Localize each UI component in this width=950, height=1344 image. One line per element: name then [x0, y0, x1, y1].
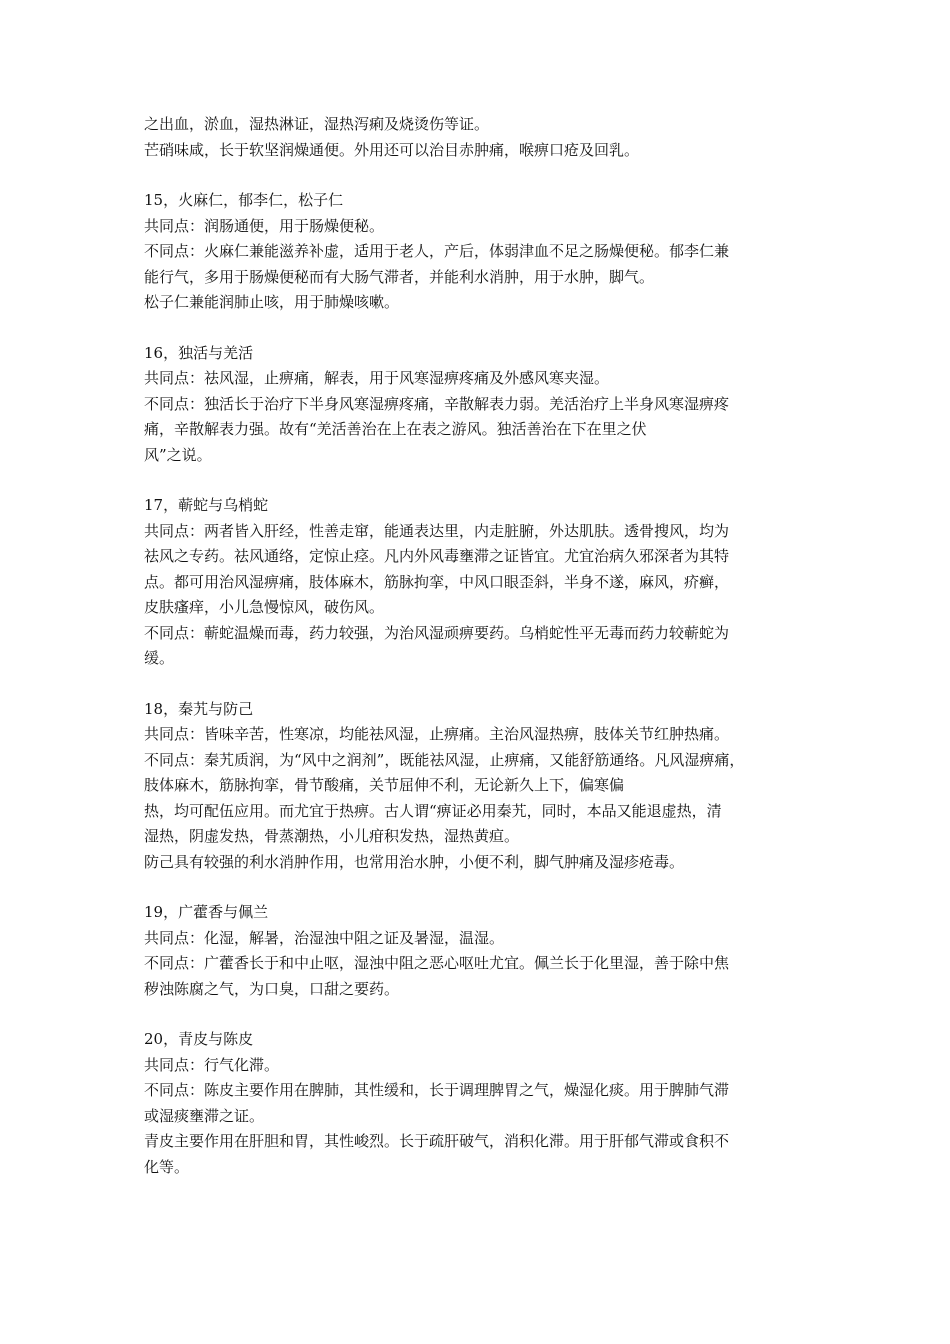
section-title: 20，青皮与陈皮	[144, 1030, 254, 1048]
text-line: 共同点：两者皆入肝经，性善走窜，能通表达里，内走脏腑，外达肌肤。透骨搜风，均为	[144, 521, 730, 540]
text-line: 不同点：陈皮主要作用在脾肺，其性缓和，长于调理脾胃之气，燥湿化痰。用于脾肺气滞	[144, 1081, 730, 1099]
section-title: 18，秦艽与防己	[144, 699, 254, 718]
text-line: 秽浊陈腐之气，为口臭，口甜之要药。	[144, 979, 400, 998]
text-line: 防己具有较强的利水消肿作用，也常用治水肿，小便不利，脚气肿痛及湿疹疮毒。	[144, 852, 685, 871]
text-line: 松子仁兼能润肺止咳，用于肺燥咳嗽。	[144, 293, 400, 311]
section-19	[144, 900, 816, 1002]
text-line: 共同点：化湿，解暑，治湿浊中阻之证及暑湿，温湿。	[144, 928, 505, 947]
section-20	[144, 1027, 816, 1180]
text-line: 不同点：秦艽质润，为“风中之润剂”，既能祛风湿，止痹痛，又能舒筋通络。凡风湿痹痛，	[144, 750, 745, 769]
text-line: 不同点：蕲蛇温燥而毒，药力较强，为治风湿顽痹要药。乌梢蛇性平无毒而药力较蕲蛇为	[144, 623, 730, 642]
text-line: 缓。	[144, 649, 175, 667]
text-line: 共同点：润肠通便，用于肠燥便秘。	[144, 216, 385, 235]
text-line: 或湿痰壅滞之证。	[144, 1106, 265, 1125]
text-line: 肢体麻木，筋脉拘挛，骨节酸痛，关节屈伸不利，无论新久上下，偏寒偏	[144, 776, 625, 794]
text-line: 热，均可配伍应用。而尤宜于热痹。古人谓“痹证必用秦艽，同时，本品又能退虚热，清	[144, 801, 722, 820]
section-18	[144, 697, 816, 876]
text-line: 不同点：火麻仁兼能滋养补虚，适用于老人，产后，体弱津血不足之肠燥便秘。郁李仁兼	[144, 242, 730, 260]
section-title: 17，蕲蛇与乌梢蛇	[144, 496, 269, 514]
section-title: 15，火麻仁，郁李仁，松子仁	[144, 191, 344, 209]
text-line: 皮肤瘙痒，小儿急慢惊风，破伤风。	[144, 598, 385, 616]
text-line: 不同点：广藿香长于和中止呕，湿浊中阻之恶心呕吐尤宜。佩兰长于化里湿，善于除中焦	[144, 954, 730, 972]
document-page	[144, 112, 816, 1180]
text-line: 共同点：祛风湿，止痹痛，解表，用于风寒湿痹疼痛及外感风寒夹湿。	[144, 369, 610, 387]
section-15	[144, 188, 816, 316]
text-line: 共同点：行气化滞。	[144, 1055, 280, 1074]
text-line: 不同点：独活长于治疗下半身风寒湿痹疼痛，辛散解表力弱。羌活治疗上半身风寒湿痹疼	[144, 394, 730, 413]
text-line: 化等。	[144, 1157, 190, 1176]
text-line: 湿热，阴虚发热，骨蒸潮热，小儿疳积发热，湿热黄疸。	[144, 827, 520, 845]
text-line: 点。都可用治风湿痹痛，肢体麻木，筋脉拘挛，中风口眼歪斜，半身不遂，麻风，疥癣，	[144, 572, 730, 591]
section-16	[144, 341, 816, 469]
text-line: 痛，辛散解表力强。故有“羌活善治在上在表之游风。独活善治在下在里之伏	[144, 420, 647, 438]
text-line: 风”之说。	[144, 445, 212, 464]
text-line: 青皮主要作用在肝胆和胃，其性峻烈。长于疏肝破气，消积化滞。用于肝郁气滞或食积不	[144, 1132, 730, 1150]
section-title: 19，广藿香与佩兰	[144, 903, 269, 921]
text-line: 之出血，淤血，湿热淋证，湿热泻痢及烧烫伤等证。	[144, 115, 490, 133]
section-title: 16，独活与羌活	[144, 343, 254, 362]
section-17	[144, 493, 816, 672]
text-line: 能行气，多用于肠燥便秘而有大肠气滞者，并能利水消肿，用于水肿，脚气。	[144, 267, 655, 286]
text-line: 祛风之专药。祛风通络，定惊止痉。凡内外风毒壅滞之证皆宜。尤宜治病久邪深者为其特	[144, 547, 730, 565]
text-line: 芒硝味咸，长于软坚润燥通便。外用还可以治目赤肿痛，喉痹口疮及回乳。	[144, 140, 640, 159]
intro-block	[144, 112, 816, 163]
text-line: 共同点：皆味辛苦，性寒凉，均能祛风湿，止痹痛。主治风湿热痹，肢体关节红肿热痛。	[144, 725, 730, 743]
